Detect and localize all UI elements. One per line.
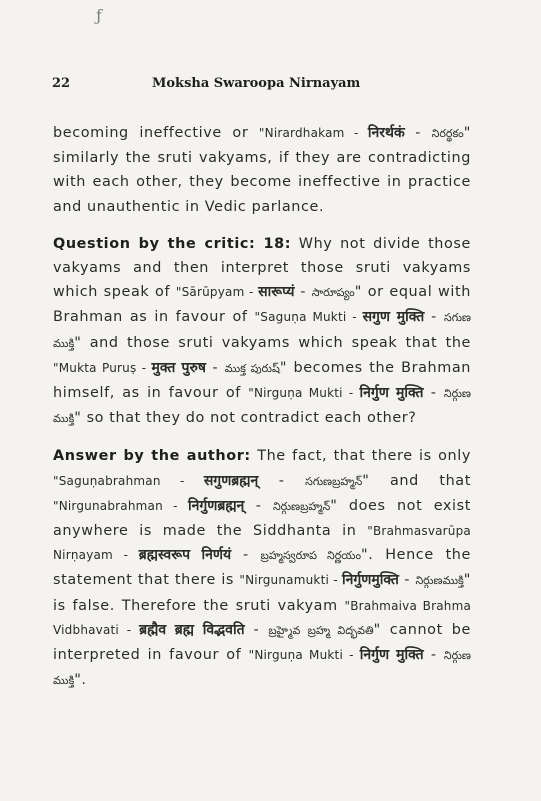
body-text: Why not divide those vakyams and then interpret those sruti vakyams which speak of: [53, 235, 471, 301]
bold-heading: Answer by the author:: [53, 448, 251, 465]
body-text: becoming ineffective or: [53, 125, 259, 141]
transliteration: "Nirardhakam -: [258, 126, 368, 140]
transliteration: "Nirgunabrahman -: [53, 498, 188, 513]
transliteration: "Sārūpyam -: [175, 285, 259, 300]
body-text: -: [205, 359, 225, 376]
body-text: " does not exist anywhere is made the Siddhanta in: [53, 497, 471, 540]
body-text: The fact, that there is only: [250, 448, 471, 465]
body-text: " so that they do not contradict each other?: [74, 410, 417, 427]
telugu-text: నిర్గుణ ముక్తి: [53, 387, 471, 426]
telugu-text: సగుణబ్రహ్మన్: [305, 474, 363, 488]
body-text: " becomes the Brahman himself, as in favour of: [53, 359, 471, 402]
body-text: -: [423, 385, 444, 402]
devanagari-text: निर्गुणब्रह्मन्: [187, 497, 245, 514]
paragraph: [53, 232, 471, 432]
transliteration: "Saguṇabrahman -: [53, 473, 204, 488]
body-text: ".: [74, 672, 87, 689]
telugu-text: బ్రహ్మస్వరూప నిర్ణయం: [260, 549, 362, 563]
transliteration: "Saguṇa Mukti -: [254, 310, 363, 325]
body-text: -: [231, 547, 261, 564]
transliteration: "Brahmaiva Brahma Vidbhavati -: [53, 598, 472, 637]
body-text: " and those sruti vakyams which speak that the: [74, 334, 471, 351]
body-text: " is false. Therefore the sruti vakyam: [53, 572, 471, 614]
bold-heading: Question by the critic: 18:: [53, 235, 292, 252]
devanagari-text: सगुणब्रह्मन्: [203, 472, 259, 489]
paragraph: [53, 444, 471, 693]
devanagari-text: निरर्थकं: [367, 125, 405, 141]
telugu-text: ముక్త పురుష్: [224, 361, 280, 375]
transliteration: "Mukta Puruṣ -: [53, 360, 152, 375]
telugu-text: సగుణ ముక్తి: [53, 311, 471, 350]
body-text: " or equal with Brahman as in favour of: [53, 284, 471, 326]
body-text: -: [244, 497, 273, 514]
devanagari-text: ब्रह्मैव ब्रह्म विद्भवति: [139, 621, 245, 638]
paragraph: [53, 121, 471, 219]
telugu-text: నిర్గుణముక్తి: [415, 574, 464, 588]
body-text: -: [244, 621, 269, 638]
body-text: -: [424, 309, 444, 326]
page-number: 22: [52, 76, 71, 91]
body-text: -: [404, 125, 432, 141]
transliteration: "Brahmasvarūpa Nirṇayam -: [53, 524, 471, 563]
devanagari-text: निर्गुणमुक्ति: [341, 572, 399, 589]
telugu-text: నిర్గుణబ్రహ్మన్: [272, 499, 331, 513]
body-text: " and that: [362, 472, 471, 489]
running-title: Moksha Swaroopa Nirnayam: [152, 76, 361, 91]
page-body: [53, 121, 471, 706]
pencil-mark: ƒ: [96, 6, 102, 25]
devanagari-text: ब्रह्मस्वरूप निर्णयं: [138, 547, 232, 564]
transliteration: "Nirguṇa Mukti -: [248, 648, 360, 663]
telugu-text: బ్రహ్మైవ బ్రహ్మ విద్భవతి: [268, 623, 374, 637]
devanagari-text: सगुण मुक्ति: [362, 309, 425, 326]
body-text: ". Hence the statement that there is: [53, 547, 471, 589]
telugu-text: నిరర్థకం: [431, 127, 464, 140]
telugu-text: సారూప్యం: [311, 286, 355, 300]
devanagari-text: सारूप्यं: [258, 284, 295, 301]
body-text: -: [398, 572, 416, 589]
body-text: -: [423, 647, 444, 664]
devanagari-text: मुक्त पुरुष: [151, 359, 206, 376]
body-text: " cannot be interpreted in favour of: [53, 621, 471, 664]
devanagari-text: निर्गुण मुक्ति: [359, 385, 424, 402]
transliteration: "Nirgunamukti -: [239, 573, 342, 588]
body-text: " similarly the sruti vakyams, if they are contradicting with each other, they become ineffective in practice and unauthentic in Vedic parlance.: [53, 125, 471, 215]
body-text: -: [258, 472, 306, 489]
transliteration: "Nirguṇa Mukti -: [248, 386, 360, 401]
devanagari-text: निर्गुण मुक्ति: [359, 647, 424, 664]
telugu-text: నిర్గుణ ముక్తి: [53, 649, 472, 688]
body-text: -: [294, 284, 312, 301]
